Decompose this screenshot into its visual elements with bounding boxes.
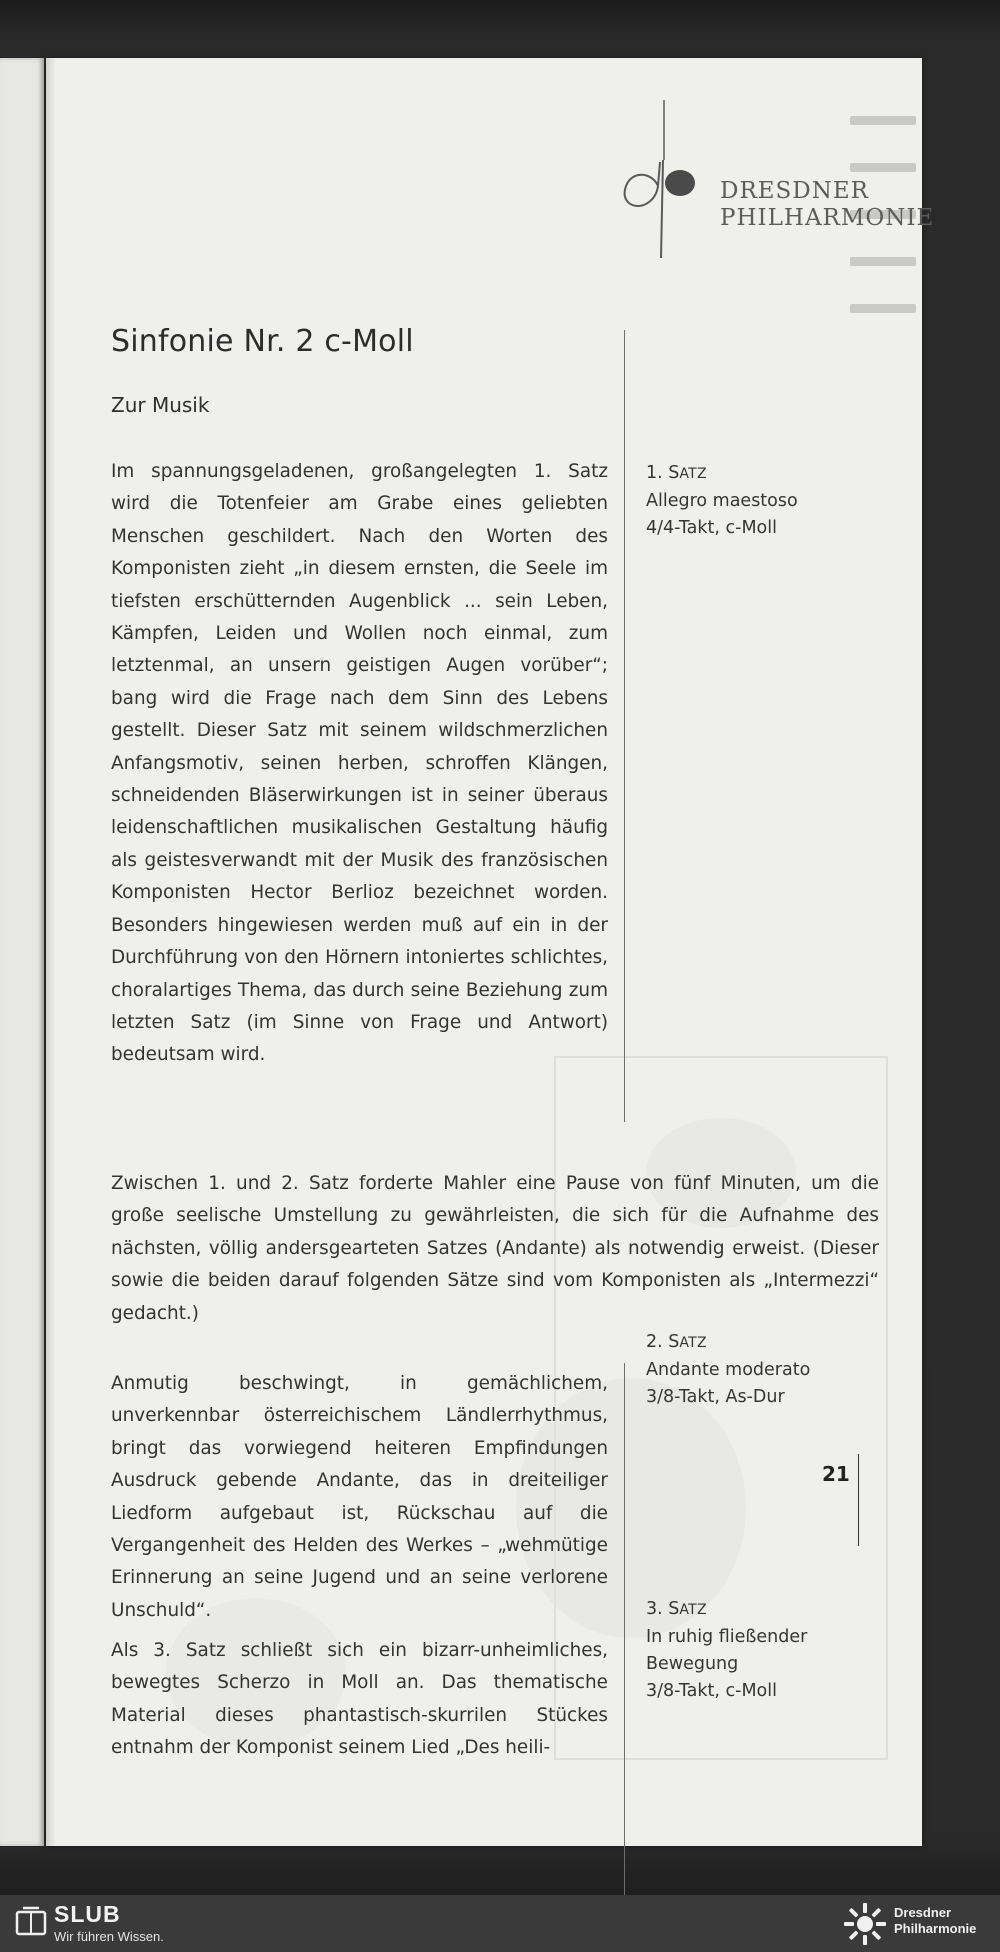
paragraph-intermission: Zwischen 1. und 2. Satz forderte Mahler eine Pause von fünf Minuten, um die große seelische Umstellung zu gewährleisten, die sich für die Aufnahme des nächsten, völlig andersgearteten Satzes (Andante) als notwendig erweist. (Dieser sowie die beiden darauf folgenden Sätze sind vom Komponisten als „Intermezzi“ gedacht.) [111, 1173, 879, 1324]
movement-label-rest: ATZ [679, 1335, 707, 1351]
movement-note-1 [646, 460, 886, 542]
slub-book-icon [14, 1904, 48, 1938]
movement-heading [646, 460, 886, 488]
page-number: 21 [822, 1462, 850, 1486]
movement-number: 3. [646, 1599, 663, 1619]
gutter-shadow [46, 58, 56, 1846]
movement-note-3 [646, 1596, 886, 1705]
paragraph-movement-3: Als 3. Satz schließt sich ein bizarr-unheimliches, bewegtes Scherzo in Moll an. Das thematische Material dieses phantastisch-skurrilen Stückes entnahm der Komponist seinem Lied „Des heili- [111, 1640, 608, 1759]
logo-wordmark [720, 178, 934, 232]
slub-title: SLUB [54, 1901, 121, 1927]
movement-label-cap: S [668, 463, 680, 483]
movement-tempo: Allegro maestoso [646, 491, 798, 511]
philharmonie-name [894, 1905, 976, 1937]
logo-line-2: PHILHARMONIE [720, 205, 935, 231]
dp-logo-icon [590, 100, 710, 270]
dresdner-philharmonie-logo [590, 100, 935, 270]
movement-tempo: In ruhig fließender [646, 1627, 808, 1647]
movement-heading [646, 1329, 886, 1357]
footer-bar [0, 1895, 1000, 1952]
movement-number: 2. [646, 1332, 663, 1352]
column-divider [624, 1363, 625, 1907]
movement-number: 1. [646, 463, 663, 483]
movement-meter-key: 3/8-Takt, As-Dur [646, 1387, 785, 1407]
edge-mark [850, 304, 916, 313]
movement-heading [646, 1596, 886, 1624]
philharmonie-name-line-1: Dresdner [894, 1905, 952, 1920]
philharmonie-emblem-icon [842, 1901, 888, 1947]
movement-meter-key: 3/8-Takt, c-Moll [646, 1681, 777, 1701]
document-page [46, 58, 935, 1846]
logo-line-1: DRESDNER [720, 178, 869, 204]
paragraph-movement-1: Im spannungsgeladenen, großangelegten 1. Satz wird die Totenfeier am Grabe eines geliebten Menschen geschildert. Nach den Worten des Komponisten zieht „in diesem ernsten, die Seele im tiefsten erschütternden Augenblick ... sein Leben, Kämpfen, Leiden und Wollen noch einmal, zum letztenmal, an unsern geistigen Augen vorüber“; bang wird die Frage nach dem Sinn des Lebens gestellt. Dieser Satz mit seinem wildschmerzlichen Anfangsmotiv, seinen herben, schroffen Klängen, schneidenden Bläserwirkungen ist in seiner überaus leidenschaftlichen musikalischen Gestaltung häufig als geistesverwandt mit der Musik des französischen Komponisten Hector Berlioz bezeichnet worden. Besonders hingewiesen werden muß auf ein in der Durchführung von den Hörnern intoniertes schlichtes, choralartiges Thema, das durch seine Beziehung zum letzten Satz (im Sinne von Frage und Antwort) bedeutsam wird. [111, 461, 608, 1066]
section-subtitle: Zur Musik [111, 393, 210, 417]
movement-label-rest: ATZ [679, 1602, 707, 1618]
movement-label-rest: ATZ [679, 466, 707, 482]
movement-label-cap: S [668, 1599, 680, 1619]
movement-tempo-cont: Bewegung [646, 1654, 739, 1674]
column-divider [624, 330, 625, 1122]
slub-slogan: Wir führen Wissen. [54, 1929, 164, 1944]
page-number-rule [858, 1454, 859, 1546]
paragraph-movement-2: Anmutig beschwingt, in gemächlichem, unverkennbar österreichischem Ländlerrhythmus, bringt das vorwiegend heiteren Empfindungen Ausdruck gebende Andante, das in dreiteiliger Liedform aufgebaut ist, Rückschau auf die Vergangenheit des Helden des Werkes – „wehmütige Erinnerung an seine Jugend und an seine verlorene Unschuld“. [111, 1373, 608, 1621]
movement-label-cap: S [668, 1332, 680, 1352]
philharmonie-name-line-2: Philharmonie [894, 1921, 977, 1936]
page-title: Sinfonie Nr. 2 c-Moll [111, 324, 414, 359]
movement-tempo: Andante moderato [646, 1360, 811, 1380]
left-page-edge [0, 58, 44, 1846]
movement-meter-key: 4/4-Takt, c-Moll [646, 518, 777, 538]
movement-note-2 [646, 1329, 886, 1411]
